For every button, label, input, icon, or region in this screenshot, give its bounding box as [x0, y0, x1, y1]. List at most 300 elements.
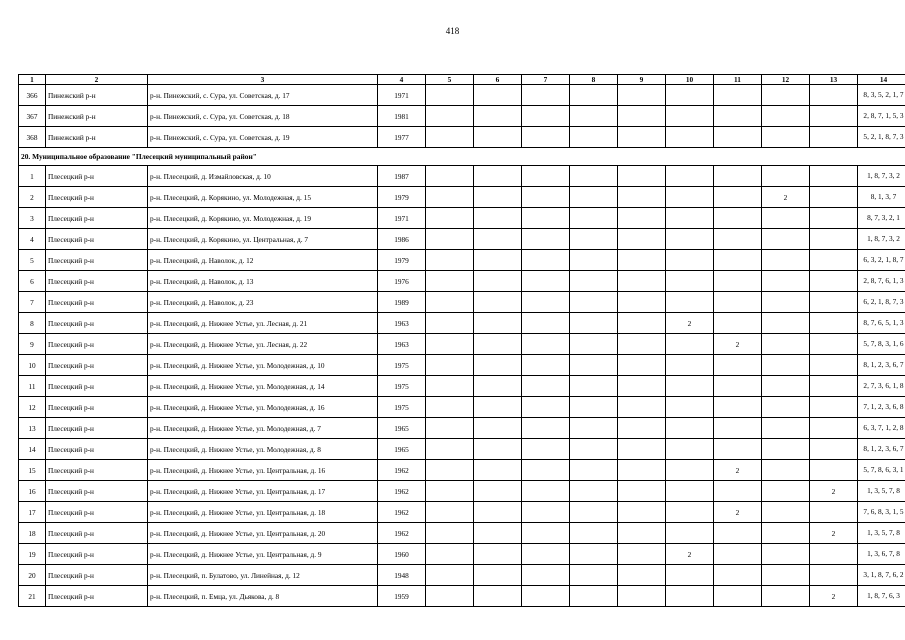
empty-cell: [522, 334, 570, 355]
empty-cell: [426, 481, 474, 502]
code-sequence-cell: 8, 7, 6, 5, 1, 3: [858, 313, 905, 334]
table-row: [19, 355, 905, 376]
code-sequence-cell: 8, 7, 3, 2, 1: [858, 208, 905, 229]
code-sequence-cell: 1, 3, 5, 7, 8: [858, 481, 905, 502]
column-header: 1: [19, 75, 46, 85]
address-cell: р-н. Плесецкий, д. Нижнее Устье, ул. Центральная, д. 9: [148, 544, 378, 565]
district-cell: Пинежский р-н: [46, 106, 148, 127]
empty-cell: [474, 250, 522, 271]
district-cell: Пинежский р-н: [46, 127, 148, 148]
column-header: 4: [378, 75, 426, 85]
empty-cell: [474, 376, 522, 397]
table-row: [19, 502, 905, 523]
col11-cell: [714, 292, 762, 313]
empty-cell: [426, 460, 474, 481]
col11-cell: [714, 544, 762, 565]
col12-cell: [762, 481, 810, 502]
row-number: 7: [19, 292, 46, 313]
empty-cell: [570, 127, 618, 148]
col11-cell: [714, 106, 762, 127]
table-row: [19, 127, 905, 148]
empty-cell: [570, 106, 618, 127]
col11-cell: [714, 418, 762, 439]
col13-cell: [810, 334, 858, 355]
col13-cell: [810, 355, 858, 376]
col10-cell: [666, 418, 714, 439]
table-row: [19, 544, 905, 565]
empty-cell: [570, 565, 618, 586]
empty-cell: [618, 397, 666, 418]
col12-cell: [762, 106, 810, 127]
empty-cell: [474, 85, 522, 106]
empty-cell: [474, 127, 522, 148]
empty-cell: [570, 439, 618, 460]
empty-cell: [474, 292, 522, 313]
empty-cell: [426, 208, 474, 229]
empty-cell: [522, 106, 570, 127]
address-cell: р-н. Плесецкий, д. Нижнее Устье, ул. Молодежная, д. 10: [148, 355, 378, 376]
table-row: [19, 85, 905, 106]
empty-cell: [618, 166, 666, 187]
row-number: 17: [19, 502, 46, 523]
empty-cell: [522, 544, 570, 565]
col10-cell: [666, 334, 714, 355]
empty-cell: [474, 271, 522, 292]
empty-cell: [618, 208, 666, 229]
table-row: [19, 229, 905, 250]
col13-cell: [810, 502, 858, 523]
district-cell: Пинежский р-н: [46, 85, 148, 106]
empty-cell: [522, 292, 570, 313]
address-cell: р-н. Плесецкий, д. Наволок, д. 12: [148, 250, 378, 271]
empty-cell: [426, 376, 474, 397]
table-row: [19, 376, 905, 397]
empty-cell: [522, 355, 570, 376]
housing-register-table: [18, 74, 905, 607]
empty-cell: [474, 523, 522, 544]
col12-cell: [762, 418, 810, 439]
col13-cell: [810, 250, 858, 271]
row-number: 1: [19, 166, 46, 187]
code-sequence-cell: 3, 1, 8, 7, 6, 2: [858, 565, 905, 586]
year-cell: 1979: [378, 250, 426, 271]
col12-cell: [762, 460, 810, 481]
empty-cell: [618, 523, 666, 544]
col13-cell: 2: [810, 586, 858, 607]
col11-cell: [714, 439, 762, 460]
table-row: [19, 586, 905, 607]
empty-cell: [474, 502, 522, 523]
district-cell: Плесецкий р-н: [46, 208, 148, 229]
empty-cell: [618, 292, 666, 313]
empty-cell: [618, 313, 666, 334]
empty-cell: [570, 292, 618, 313]
col10-cell: [666, 397, 714, 418]
col10-cell: [666, 481, 714, 502]
empty-cell: [618, 85, 666, 106]
empty-cell: [618, 544, 666, 565]
col12-cell: [762, 127, 810, 148]
year-cell: 1962: [378, 481, 426, 502]
col13-cell: [810, 229, 858, 250]
col12-cell: [762, 271, 810, 292]
col10-cell: [666, 586, 714, 607]
district-cell: Плесецкий р-н: [46, 481, 148, 502]
col11-cell: [714, 586, 762, 607]
col13-cell: [810, 544, 858, 565]
column-number-row: [19, 75, 905, 85]
row-number: 21: [19, 586, 46, 607]
col10-cell: [666, 355, 714, 376]
col12-cell: [762, 313, 810, 334]
col10-cell: [666, 85, 714, 106]
address-cell: р-н. Плесецкий, д. Нижнее Устье, ул. Молодежная, д. 8: [148, 439, 378, 460]
col13-cell: 2: [810, 481, 858, 502]
code-sequence-cell: 8, 1, 2, 3, 6, 7: [858, 439, 905, 460]
empty-cell: [570, 481, 618, 502]
year-cell: 1962: [378, 523, 426, 544]
empty-cell: [426, 523, 474, 544]
year-cell: 1981: [378, 106, 426, 127]
district-cell: Плесецкий р-н: [46, 544, 148, 565]
col13-cell: [810, 376, 858, 397]
year-cell: 1963: [378, 313, 426, 334]
empty-cell: [426, 106, 474, 127]
table-row: [19, 460, 905, 481]
district-cell: Плесецкий р-н: [46, 271, 148, 292]
year-cell: 1975: [378, 376, 426, 397]
empty-cell: [570, 271, 618, 292]
table-row: [19, 481, 905, 502]
col11-cell: [714, 523, 762, 544]
col11-cell: [714, 208, 762, 229]
code-sequence-cell: 1, 8, 7, 6, 3: [858, 586, 905, 607]
col12-cell: [762, 397, 810, 418]
col12-cell: [762, 544, 810, 565]
empty-cell: [426, 565, 474, 586]
empty-cell: [474, 334, 522, 355]
col11-cell: [714, 376, 762, 397]
column-header: 10: [666, 75, 714, 85]
col13-cell: [810, 418, 858, 439]
empty-cell: [570, 397, 618, 418]
empty-cell: [426, 313, 474, 334]
address-cell: р-н. Плесецкий, д. Корякино, ул. Молодежная, д. 15: [148, 187, 378, 208]
table-row: [19, 439, 905, 460]
col13-cell: [810, 397, 858, 418]
col13-cell: [810, 166, 858, 187]
empty-cell: [618, 187, 666, 208]
empty-cell: [522, 85, 570, 106]
address-cell: р-н. Плесецкий, д. Нижнее Устье, ул. Центральная, д. 20: [148, 523, 378, 544]
empty-cell: [618, 127, 666, 148]
row-number: 6: [19, 271, 46, 292]
address-cell: р-н. Плесецкий, п. Булатово, ул. Линейная, д. 12: [148, 565, 378, 586]
empty-cell: [522, 208, 570, 229]
year-cell: 1960: [378, 544, 426, 565]
col13-cell: [810, 187, 858, 208]
address-cell: р-н. Плесецкий, п. Емца, ул. Дьякова, д. 8: [148, 586, 378, 607]
code-sequence-cell: 6, 3, 2, 1, 8, 7: [858, 250, 905, 271]
col10-cell: [666, 292, 714, 313]
empty-cell: [570, 334, 618, 355]
empty-cell: [522, 229, 570, 250]
column-header: 5: [426, 75, 474, 85]
table-row: [19, 565, 905, 586]
code-sequence-cell: 5, 2, 1, 8, 7, 3: [858, 127, 905, 148]
empty-cell: [618, 460, 666, 481]
table-row: [19, 523, 905, 544]
empty-cell: [618, 334, 666, 355]
col13-cell: [810, 565, 858, 586]
col12-cell: [762, 355, 810, 376]
code-sequence-cell: 7, 1, 2, 3, 6, 8: [858, 397, 905, 418]
table-row: [19, 250, 905, 271]
code-sequence-cell: 7, 6, 8, 3, 1, 5: [858, 502, 905, 523]
rows-before-section: [19, 85, 905, 148]
address-cell: р-н. Плесецкий, д. Корякино, ул. Молодежная, д. 19: [148, 208, 378, 229]
row-number: 5: [19, 250, 46, 271]
year-cell: 1979: [378, 187, 426, 208]
row-number: 10: [19, 355, 46, 376]
col11-cell: [714, 166, 762, 187]
table-row: [19, 187, 905, 208]
row-number: 2: [19, 187, 46, 208]
empty-cell: [426, 397, 474, 418]
empty-cell: [474, 565, 522, 586]
code-sequence-cell: 2, 8, 7, 1, 5, 3: [858, 106, 905, 127]
address-cell: р-н. Плесецкий, д. Нижнее Устье, ул. Молодежная, д. 7: [148, 418, 378, 439]
row-number: 16: [19, 481, 46, 502]
code-sequence-cell: 5, 7, 8, 3, 1, 6: [858, 334, 905, 355]
column-header: 9: [618, 75, 666, 85]
empty-cell: [618, 481, 666, 502]
address-cell: р-н. Плесецкий, д. Корякино, ул. Центральная, д. 7: [148, 229, 378, 250]
code-sequence-cell: 8, 1, 2, 3, 6, 7: [858, 355, 905, 376]
empty-cell: [426, 586, 474, 607]
col13-cell: [810, 271, 858, 292]
row-number: 3: [19, 208, 46, 229]
empty-cell: [570, 376, 618, 397]
code-sequence-cell: 2, 8, 7, 6, 1, 3: [858, 271, 905, 292]
col11-cell: [714, 85, 762, 106]
empty-cell: [618, 376, 666, 397]
col10-cell: 2: [666, 544, 714, 565]
district-cell: Плесецкий р-н: [46, 166, 148, 187]
empty-cell: [570, 418, 618, 439]
col13-cell: 2: [810, 523, 858, 544]
year-cell: 1987: [378, 166, 426, 187]
col11-cell: [714, 229, 762, 250]
column-header: 6: [474, 75, 522, 85]
empty-cell: [522, 187, 570, 208]
year-cell: 1962: [378, 502, 426, 523]
empty-cell: [426, 292, 474, 313]
empty-cell: [618, 355, 666, 376]
empty-cell: [570, 586, 618, 607]
empty-cell: [522, 586, 570, 607]
col10-cell: [666, 439, 714, 460]
col10-cell: [666, 166, 714, 187]
table-row: [19, 397, 905, 418]
col10-cell: [666, 208, 714, 229]
row-number: 12: [19, 397, 46, 418]
col12-cell: [762, 376, 810, 397]
empty-cell: [618, 106, 666, 127]
empty-cell: [570, 208, 618, 229]
empty-cell: [522, 376, 570, 397]
row-number: 9: [19, 334, 46, 355]
code-sequence-cell: 5, 7, 8, 6, 3, 1: [858, 460, 905, 481]
rows-after-section: [19, 166, 905, 607]
empty-cell: [474, 106, 522, 127]
table-row: [19, 166, 905, 187]
col11-cell: [714, 565, 762, 586]
address-cell: р-н. Плесецкий, д. Нижнее Устье, ул. Центральная, д. 16: [148, 460, 378, 481]
year-cell: 1975: [378, 355, 426, 376]
year-cell: 1971: [378, 85, 426, 106]
empty-cell: [474, 166, 522, 187]
table-row: [19, 271, 905, 292]
section-header-row: [19, 148, 905, 166]
empty-cell: [570, 313, 618, 334]
row-number: 18: [19, 523, 46, 544]
col13-cell: [810, 208, 858, 229]
district-cell: Плесецкий р-н: [46, 418, 148, 439]
empty-cell: [474, 544, 522, 565]
empty-cell: [426, 127, 474, 148]
empty-cell: [426, 271, 474, 292]
district-cell: Плесецкий р-н: [46, 376, 148, 397]
empty-cell: [618, 418, 666, 439]
row-number: 13: [19, 418, 46, 439]
col11-cell: 2: [714, 460, 762, 481]
column-header: 2: [46, 75, 148, 85]
empty-cell: [474, 481, 522, 502]
col10-cell: [666, 271, 714, 292]
empty-cell: [570, 460, 618, 481]
col11-cell: [714, 187, 762, 208]
column-header: 13: [810, 75, 858, 85]
code-sequence-cell: 1, 3, 6, 7, 8: [858, 544, 905, 565]
empty-cell: [618, 229, 666, 250]
address-cell: р-н. Плесецкий, д. Нижнее Устье, ул. Молодежная, д. 14: [148, 376, 378, 397]
year-cell: 1977: [378, 127, 426, 148]
district-cell: Плесецкий р-н: [46, 502, 148, 523]
address-cell: р-н. Плесецкий, д. Наволок, д. 23: [148, 292, 378, 313]
year-cell: 1948: [378, 565, 426, 586]
year-cell: 1986: [378, 229, 426, 250]
col10-cell: 2: [666, 313, 714, 334]
col12-cell: [762, 502, 810, 523]
district-cell: Плесецкий р-н: [46, 313, 148, 334]
col10-cell: [666, 460, 714, 481]
col11-cell: [714, 355, 762, 376]
empty-cell: [522, 460, 570, 481]
col10-cell: [666, 229, 714, 250]
empty-cell: [522, 502, 570, 523]
code-sequence-cell: 6, 2, 1, 8, 7, 3: [858, 292, 905, 313]
empty-cell: [570, 187, 618, 208]
empty-cell: [474, 187, 522, 208]
col11-cell: 2: [714, 334, 762, 355]
row-number: 14: [19, 439, 46, 460]
district-cell: Плесецкий р-н: [46, 439, 148, 460]
empty-cell: [618, 586, 666, 607]
empty-cell: [570, 250, 618, 271]
col11-cell: [714, 313, 762, 334]
address-cell: р-н. Плесецкий, д. Нижнее Устье, ул. Лесная, д. 22: [148, 334, 378, 355]
empty-cell: [474, 229, 522, 250]
district-cell: Плесецкий р-н: [46, 292, 148, 313]
col12-cell: [762, 292, 810, 313]
empty-cell: [474, 397, 522, 418]
row-number: 366: [19, 85, 46, 106]
row-number: 368: [19, 127, 46, 148]
col13-cell: [810, 85, 858, 106]
empty-cell: [522, 250, 570, 271]
row-number: 4: [19, 229, 46, 250]
year-cell: 1965: [378, 439, 426, 460]
col10-cell: [666, 565, 714, 586]
col12-cell: [762, 166, 810, 187]
row-number: 8: [19, 313, 46, 334]
col11-cell: [714, 250, 762, 271]
row-number: 15: [19, 460, 46, 481]
empty-cell: [426, 187, 474, 208]
empty-cell: [474, 355, 522, 376]
column-header: 8: [570, 75, 618, 85]
col13-cell: [810, 460, 858, 481]
column-header: 3: [148, 75, 378, 85]
col12-cell: [762, 229, 810, 250]
empty-cell: [522, 127, 570, 148]
code-sequence-cell: 1, 3, 5, 7, 8: [858, 523, 905, 544]
col11-cell: [714, 271, 762, 292]
address-cell: р-н. Плесецкий, д. Нижнее Устье, ул. Молодежная, д. 16: [148, 397, 378, 418]
empty-cell: [426, 418, 474, 439]
empty-cell: [570, 355, 618, 376]
code-sequence-cell: 1, 8, 7, 3, 2: [858, 166, 905, 187]
address-cell: р-н. Пинежский, с. Сура, ул. Советская, д. 18: [148, 106, 378, 127]
district-cell: Плесецкий р-н: [46, 355, 148, 376]
column-header: 11: [714, 75, 762, 85]
empty-cell: [522, 397, 570, 418]
empty-cell: [522, 565, 570, 586]
table-row: [19, 418, 905, 439]
col12-cell: [762, 85, 810, 106]
address-cell: р-н. Плесецкий, д. Нижнее Устье, ул. Лесная, д. 21: [148, 313, 378, 334]
year-cell: 1962: [378, 460, 426, 481]
district-cell: Плесецкий р-н: [46, 397, 148, 418]
col12-cell: [762, 565, 810, 586]
col12-cell: [762, 208, 810, 229]
empty-cell: [570, 523, 618, 544]
district-cell: Плесецкий р-н: [46, 586, 148, 607]
empty-cell: [426, 502, 474, 523]
year-cell: 1976: [378, 271, 426, 292]
empty-cell: [426, 85, 474, 106]
address-cell: р-н. Пинежский, с. Сура, ул. Советская, д. 19: [148, 127, 378, 148]
empty-cell: [426, 166, 474, 187]
empty-cell: [522, 523, 570, 544]
empty-cell: [522, 271, 570, 292]
empty-cell: [474, 586, 522, 607]
district-cell: Плесецкий р-н: [46, 250, 148, 271]
empty-cell: [474, 208, 522, 229]
code-sequence-cell: 6, 3, 7, 1, 2, 8: [858, 418, 905, 439]
empty-cell: [570, 544, 618, 565]
